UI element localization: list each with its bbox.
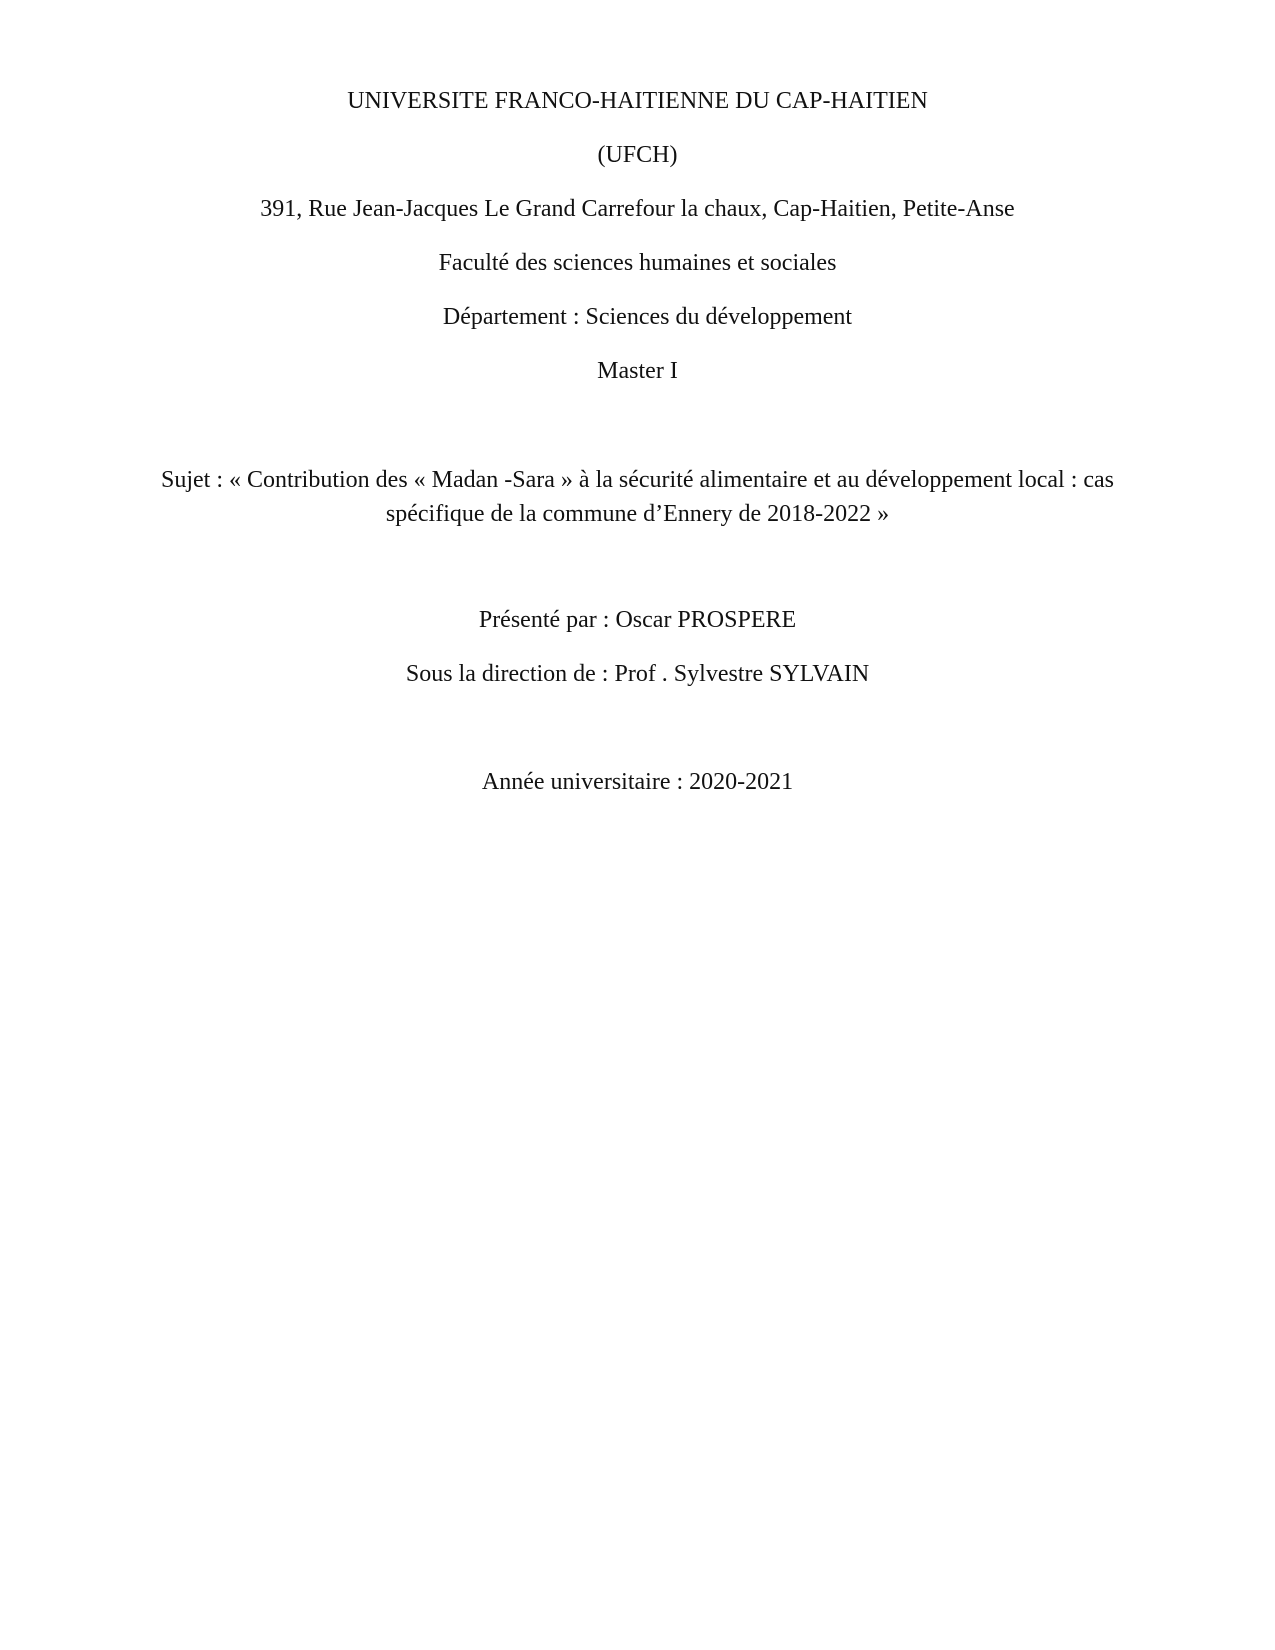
degree-level: Master I xyxy=(597,358,678,384)
department-name: Département : Sciences du développement xyxy=(442,304,853,330)
author-line: Présenté par : Oscar PROSPERE xyxy=(478,607,797,633)
supervisor-line: Sous la direction de : Prof . Sylvestre SYLVAIN xyxy=(405,661,870,687)
thesis-subject xyxy=(130,463,1145,531)
university-name: UNIVERSITE FRANCO-HAITIENNE DU CAP-HAITIEN xyxy=(347,88,928,114)
thesis-subject-line-2: spécifique de la commune d’Ennery de 2018-2022 » xyxy=(385,501,890,527)
thesis-subject-line-1: Sujet : « Contribution des « Madan -Sara » à la sécurité alimentaire et au développement local : cas xyxy=(160,467,1115,493)
university-address: 391, Rue Jean-Jacques Le Grand Carrefour la chaux, Cap-Haitien, Petite-Anse xyxy=(260,196,1015,222)
academic-year: Année universitaire : 2020-2021 xyxy=(481,769,794,795)
university-abbreviation: (UFCH) xyxy=(597,142,678,168)
faculty-name: Faculté des sciences humaines et sociales xyxy=(438,250,837,276)
